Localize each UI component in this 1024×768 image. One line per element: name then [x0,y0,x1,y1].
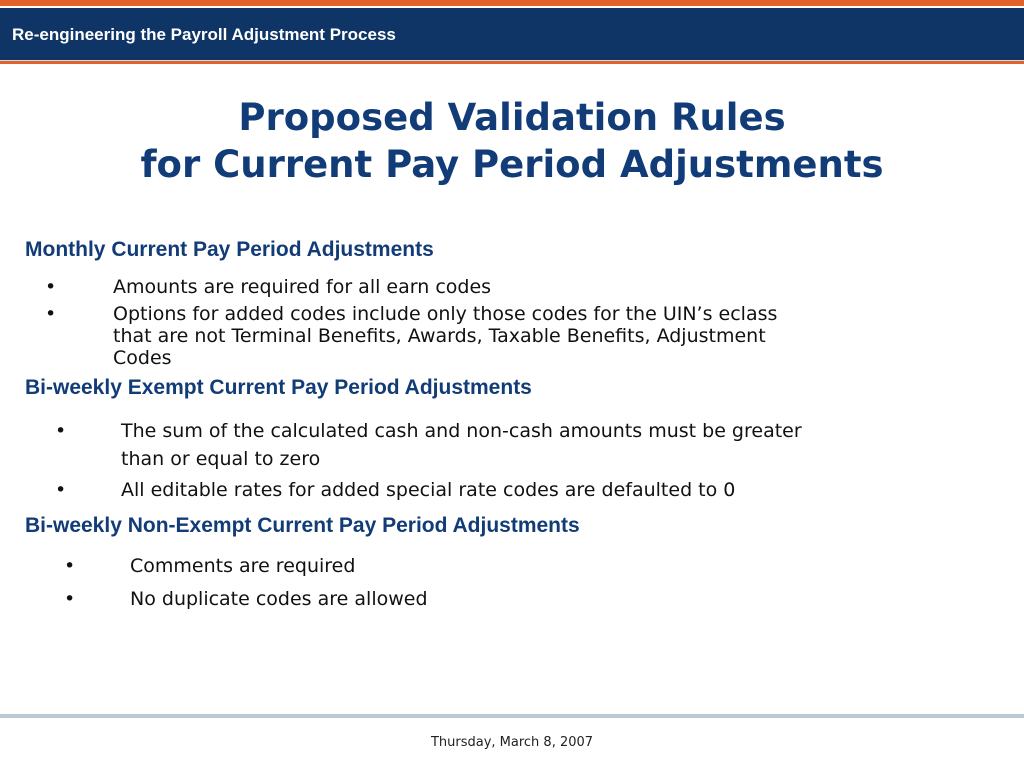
header-accent-underline [0,61,1024,64]
bullet-text-line: The sum of the calculated cash and non-cash amounts must be greater [121,420,802,442]
bullet-dot: • [45,303,57,325]
section-heading-monthly: Monthly Current Pay Period Adjustments [25,238,434,261]
bullet-text-line: Codes [113,347,172,369]
section-heading-biweekly-exempt: Bi-weekly Exempt Current Pay Period Adjustments [25,376,532,399]
slide-title-line-2: for Current Pay Period Adjustments [140,143,884,186]
bullet-text-line: that are not Terminal Benefits, Awards, Taxable Benefits, Adjustment [113,325,766,347]
bullet-text [113,303,777,369]
footer-divider [0,714,1024,718]
slide-title [0,94,1024,188]
footer-date: Thursday, March 8, 2007 [430,735,594,750]
header-bar [0,8,1024,62]
bullet-text [121,417,802,473]
bullet-dot: • [64,588,76,610]
bullet-text-line: Options for added codes include only those codes for the UIN’s eclass [113,303,778,325]
bullet-text: Amounts are required for all earn codes [113,276,492,298]
bullet-dot: • [64,555,76,577]
bullet-dot: • [45,276,57,298]
bullet-dot: • [55,479,67,501]
section-heading-biweekly-nonexempt: Bi-weekly Non-Exempt Current Pay Period Adjustments [25,514,580,537]
header-title: Re-engineering the Payroll Adjustment Process [12,25,396,44]
bullet-text-line: than or equal to zero [121,448,321,470]
bullet-dot: • [55,420,67,442]
header-accent-stripe [0,0,1024,6]
bullet-text: All editable rates for added special rate codes are defaulted to 0 [121,479,736,501]
bullet-text: No duplicate codes are allowed [130,588,428,610]
bullet-text: Comments are required [130,555,356,577]
slide-title-line-1: Proposed Validation Rules [238,96,786,139]
